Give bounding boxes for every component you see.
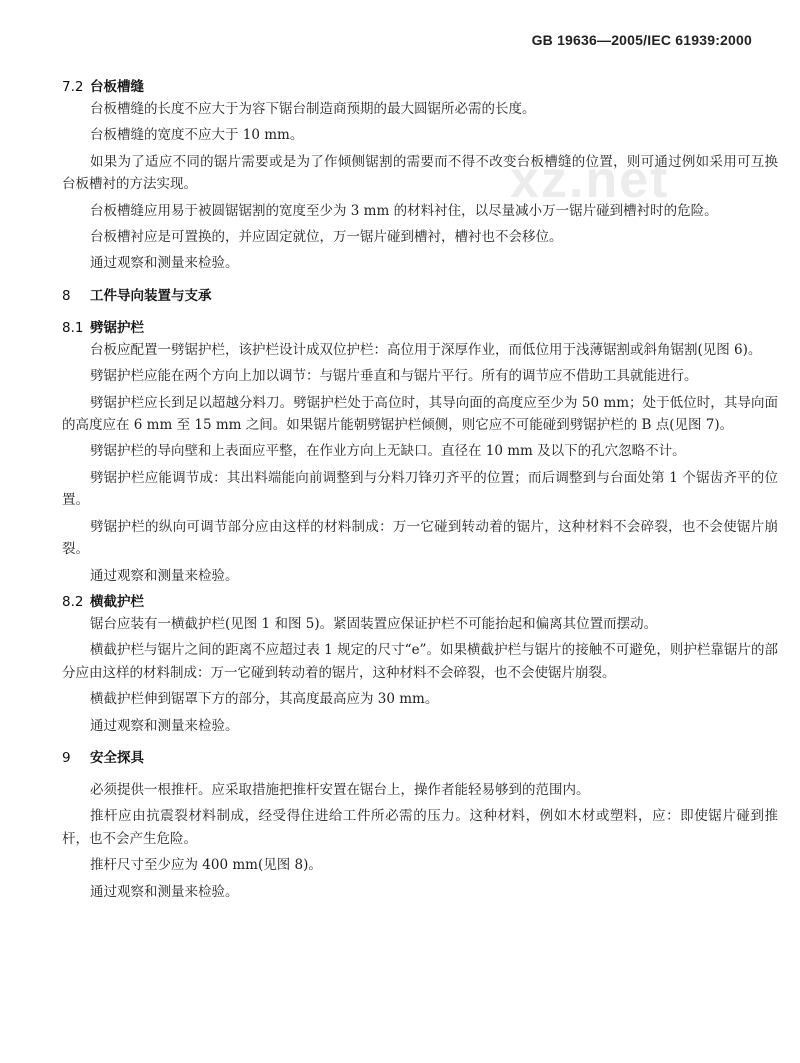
paragraph: 劈锯护栏应能在两个方向上加以调节：与锯片垂直和与锯片平行。所有的调节应不借助工具就能进行。: [90, 368, 698, 385]
paragraph: 锯台应装有一横截护栏(见图 1 和图 5)。紧固装置应保证护栏不可能抬起和偏离其位置而摆动。: [90, 615, 658, 632]
paragraph: 推杆应由抗震裂材料制成，经受得住进给工件所必需的压力。这种材料，例如木材或塑料，应：即使锯片碰到推杆，也不会产生危险。: [62, 808, 778, 847]
standard-number-header: GB 19636—2005/IEC 61939:2000: [531, 32, 752, 48]
paragraph: 台板应配置一劈锯护栏，该护栏设计成双位护栏：高位用于深厚作业，而低位用于浅薄锯割或斜角锯割(见图 6)。: [90, 341, 762, 358]
paragraph: 横截护栏与锯片之间的距离不应超过表 1 规定的尺寸“e”。如果横截护栏与锯片的接触不可避免，则护栏靠锯片的部分应由这样的材料制成：万一它碰到转动着的锯片，这种材料不会碎裂，也不会使锯片崩裂。: [62, 642, 778, 681]
section-heading-8-2: [62, 591, 778, 613]
section-heading-7-2: [62, 76, 778, 98]
section-heading-8-1: [62, 317, 778, 339]
section-title: 横截护栏: [90, 593, 144, 610]
section-heading-8: [62, 285, 778, 307]
paragraph: 台板槽缝的宽度不应大于 10 mm。: [90, 127, 304, 144]
paragraph: 通过观察和测量来检验。: [90, 255, 239, 272]
section-number: 9: [62, 749, 71, 766]
paragraph: 台板槽缝应用易于被圆锯锯割的宽度至少为 3 mm 的材料衬住，以尽量减小万一锯片碰到槽衬时的危险。: [90, 202, 718, 219]
section-heading-9: [62, 747, 778, 769]
paragraph: 通过观察和测量来检验。: [90, 883, 239, 900]
paragraph: 必须提供一根推杆。应采取措施把推杆安置在锯台上，操作者能轻易够到的范围内。: [90, 781, 590, 798]
section-title: 工件导向装置与支承: [90, 287, 212, 304]
paragraph: 台板槽衬应是可置换的，并应固定就位，万一锯片碰到槽衬，槽衬也不会移位。: [90, 229, 563, 246]
paragraph: 劈锯护栏的纵向可调节部分应由这样的材料制成：万一它碰到转动着的锯片，这种材料不会碎裂，也不会使锯片崩裂。: [62, 518, 778, 558]
section-number: 8.2: [62, 593, 84, 610]
paragraph: 通过观察和测量来检验。: [90, 567, 239, 584]
section-number: 8: [62, 287, 71, 304]
section-number: 8.1: [62, 319, 84, 336]
section-title: 劈锯护栏: [90, 319, 144, 336]
paragraph: 横截护栏伸到锯罩下方的部分，其高度最高应为 30 mm。: [90, 691, 439, 708]
document-body: [62, 72, 778, 907]
paragraph: 台板槽缝的长度不应大于为容下锯台制造商预期的最大圆锯所必需的长度。: [90, 101, 536, 117]
watermark: xz.net: [510, 151, 670, 209]
paragraph: 如果为了适应不同的锯片需要或是为了作倾侧锯割的需要而不得不改变台板槽缝的位置，则可通过例如采用可互换台板槽衬的方法实现。: [62, 153, 778, 193]
paragraph: 推杆尺寸至少应为 400 mm(见图 8)。: [90, 857, 322, 874]
section-title: 安全探具: [90, 749, 144, 766]
paragraph: 劈锯护栏应长到足以超越分料刀。劈锯护栏处于高位时，其导向面的高度应至少为 50 mm；处于低位时，其导向面的高度应在 6 mm 至 15 mm 之间。如果锯片能朝劈锯护栏倾侧，则它应不可能碰到劈锯护栏的 B 点(见图 7)。: [62, 394, 778, 434]
section-number: 7.2: [62, 79, 84, 95]
paragraph: 通过观察和测量来检验。: [90, 717, 239, 734]
paragraph: 劈锯护栏应能调节成：其出料端能向前调整到与分料刀锋刃齐平的位置；而后调整到与台面处第 1 个锯齿齐平的位置。: [62, 469, 778, 509]
paragraph: 劈锯护栏的导向壁和上表面应平整，在作业方向上无缺口。直径在 10 mm 及以下的孔穴忽略不计。: [90, 443, 686, 460]
section-title: 台板槽缝: [90, 79, 144, 95]
